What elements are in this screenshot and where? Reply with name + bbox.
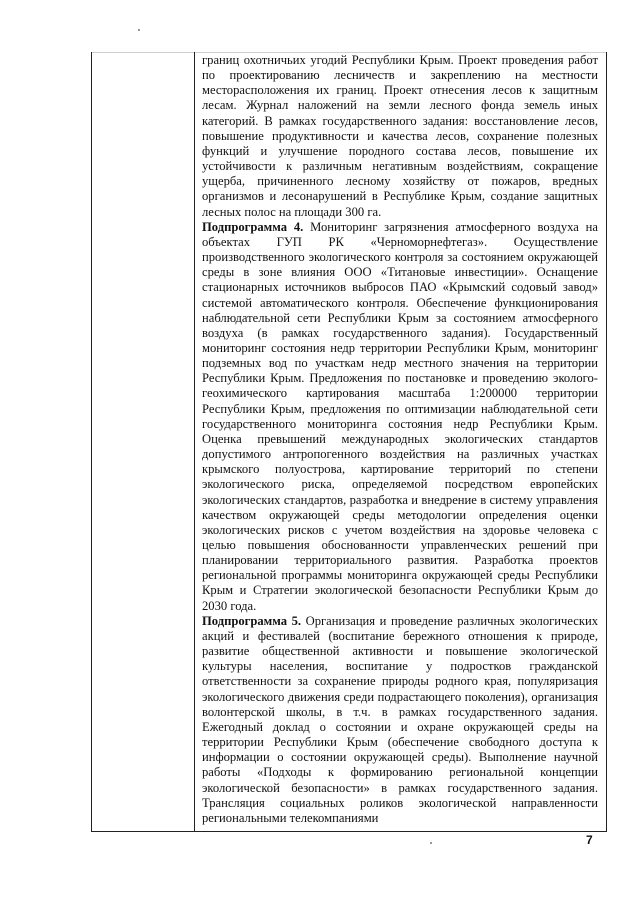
scan-speck [138,29,140,31]
subprogram-4-text: Мониторинг загрязнения атмосферного воздуха на объектах ГУП РК «Черноморнефтегаз». Осуществление производственного экологического контроля за состоянием окружающей среды в зоне влияния ООО «Титановые инвестиции». Оснащение стационарных источников выбросов ПАО «Крымский содовый завод» системой автоматического контроля. Обеспечение функционирования наблюдательной сети Республики Крым за состоянием атмосферного воздуха (в рамках государственного задания). Государственный мониторинг состояния недр территории Республики Крым, мониторинг подземных вод по участкам недр местного значения на территории Республики Крым. Предложения по постановке и проведению эколого-геохимического картирования масштаба 1:200000 территории Республики Крым, предложения по оптимизации наблюдательной сети государственного мониторинга состояния недр Республики Крым. Оценка превышений международных экологических стандартов допустимого антропогенного воздействия на различных участках крымского полуострова, картирование территорий по степени экологического риска, определяемой посредством европейских экологических стандартов, разработка и внедрение в систему управления качеством окружающей среды методологии определения оценки экологических рисков с учетом воздействия на здоровье человека с целью повышения обоснованности управленческих решений при планировании территориального развития. Разработка проектов региональной программы мониторинга окружающей среды Республики Крым и Стратегии экологической безопасности Республики Крым до 2030 года. [202,219,598,613]
column-divider [194,52,195,832]
subprogram-5-text: Организация и проведение различных экологических акций и фестивалей (воспитание бережного отношения к природе, развитие общественной активности и повышение экологической культуры населения, воспитание у подростков гражданской ответственности за сохранение природы родного края, популяризация экологического движения среди подрастающего поколения), организация волонтерской школы, в т.ч. в рамках государственного задания. Ежегодный доклад о состоянии и охране окружающей среды на территории Республики Крым (обеспечение свободного доступа к информации о состоянии окружающей среды). Выполнение научной работы «Подходы к формированию региональной концепции экологической безопасности» в рамках государственного задания. Трансляция социальных роликов экологической направленности региональными телекомпаниями [202,613,598,825]
table-text-cell [202,53,598,831]
paragraph-subprogram-5 [202,614,598,826]
scan-speck [430,842,432,844]
paragraph-continuation: границ охотничьих угодий Республики Крым. Проект проведения работ по проектированию лесничеств и закреплению на местности месторасположения их границ. Проект отнесения лесов к защитным лесам. Журнал наложений на земли лесного фонда земель иных категорий. В рамках государственного задания: восстановление лесов, повышение продуктивности и качества лесов, сохранение полезных функций и улучшение породного состава лесов, повышение их устойчивости к различным негативным воздействиям, сокращение ущерба, причиненного лесному хозяйству от пожаров, вредных организмов и лесонарушений в Республике Крым, создание защитных лесных полос на площади 300 га. [202,53,598,219]
table-bottom-border [91,831,606,832]
subprogram-5-label: Подпрограмма 5. [202,613,302,628]
paragraph-subprogram-4 [202,220,598,614]
subprogram-4-label: Подпрограмма 4. [202,219,304,234]
page-number: 7 [586,833,593,847]
